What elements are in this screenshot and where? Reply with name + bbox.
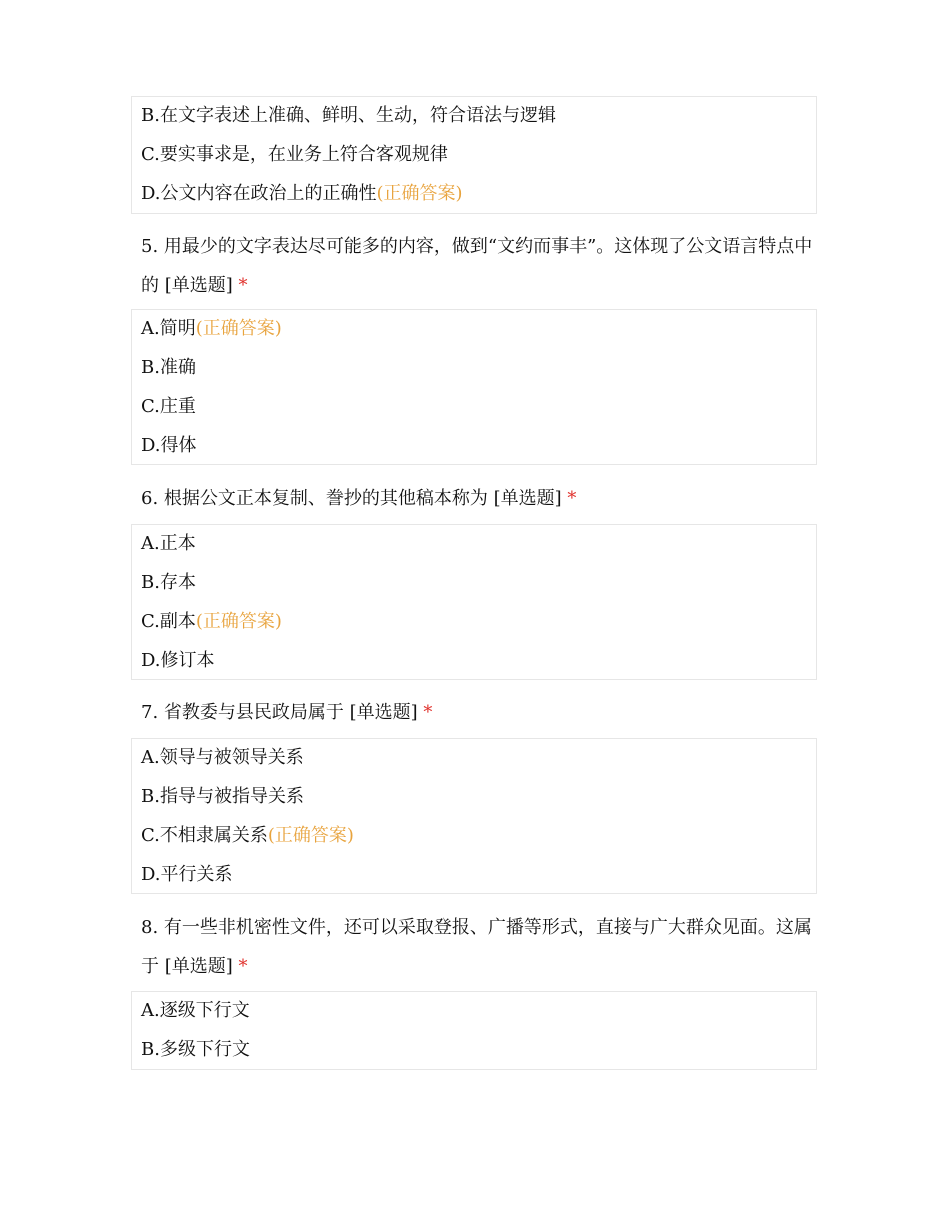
option-b[interactable] <box>141 572 196 594</box>
correct-answer-marker: (正确答案) <box>195 318 282 339</box>
option-c[interactable] <box>141 144 448 166</box>
option-label: A.简明 <box>141 318 196 339</box>
partial-options-box <box>131 96 817 214</box>
option-label: A.领导与被领导关系 <box>141 747 304 768</box>
option-a[interactable] <box>141 747 304 769</box>
option-label: B.在文字表述上准确、鲜明、生动，符合语法与逻辑 <box>141 105 556 126</box>
option-label: C.副本 <box>141 611 196 632</box>
option-label: A.正本 <box>141 533 196 554</box>
option-c[interactable] <box>141 611 282 633</box>
correct-answer-marker: (正确答案) <box>376 183 463 204</box>
option-label: B.存本 <box>141 572 196 593</box>
question-text: 5. 用最少的文字表达尽可能多的内容，做到“文约而事丰”。这体现了公文语言特点中的 [单选题] <box>141 236 813 296</box>
option-c[interactable] <box>141 396 196 418</box>
question-text: 7. 省教委与县民政局属于 [单选题] <box>141 702 418 723</box>
question-6 <box>141 479 817 518</box>
option-a[interactable] <box>141 533 196 555</box>
option-label: B.多级下行文 <box>141 1039 250 1060</box>
question-5-options-box <box>131 309 817 465</box>
option-label: C.要实事求是，在业务上符合客观规律 <box>141 144 448 165</box>
option-d[interactable] <box>141 435 197 457</box>
correct-answer-marker: (正确答案) <box>267 825 354 846</box>
option-label: D.公文内容在政治上的正确性 <box>141 183 377 204</box>
option-a[interactable] <box>141 1000 250 1022</box>
option-label: D.修订本 <box>141 650 215 671</box>
question-5 <box>141 227 817 305</box>
required-marker: * <box>238 956 248 977</box>
option-c[interactable] <box>141 825 354 847</box>
option-a[interactable] <box>141 318 282 340</box>
required-marker: * <box>567 488 577 509</box>
option-label: C.不相隶属关系 <box>141 825 268 846</box>
correct-answer-marker: (正确答案) <box>195 611 282 632</box>
question-8-options-box <box>131 991 817 1070</box>
required-marker: * <box>423 702 433 723</box>
option-label: B.准确 <box>141 357 196 378</box>
option-label: B.指导与被指导关系 <box>141 786 304 807</box>
option-label: D.平行关系 <box>141 864 233 885</box>
option-d[interactable] <box>141 183 463 205</box>
required-marker: * <box>238 275 248 296</box>
option-b[interactable] <box>141 786 304 808</box>
question-7 <box>141 693 817 732</box>
option-b[interactable] <box>141 105 556 127</box>
question-8 <box>141 908 817 986</box>
option-label: A.逐级下行文 <box>141 1000 250 1021</box>
option-d[interactable] <box>141 650 215 672</box>
option-label: C.庄重 <box>141 396 196 417</box>
question-text: 6. 根据公文正本复制、誊抄的其他稿本称为 [单选题] <box>141 488 562 509</box>
option-label: D.得体 <box>141 435 197 456</box>
question-6-options-box <box>131 524 817 680</box>
option-b[interactable] <box>141 1039 250 1061</box>
question-text: 8. 有一些非机密性文件，还可以采取登报、广播等形式，直接与广大群众见面。这属于 [单选题] <box>141 917 812 977</box>
option-b[interactable] <box>141 357 196 379</box>
question-7-options-box <box>131 738 817 894</box>
option-d[interactable] <box>141 864 233 886</box>
